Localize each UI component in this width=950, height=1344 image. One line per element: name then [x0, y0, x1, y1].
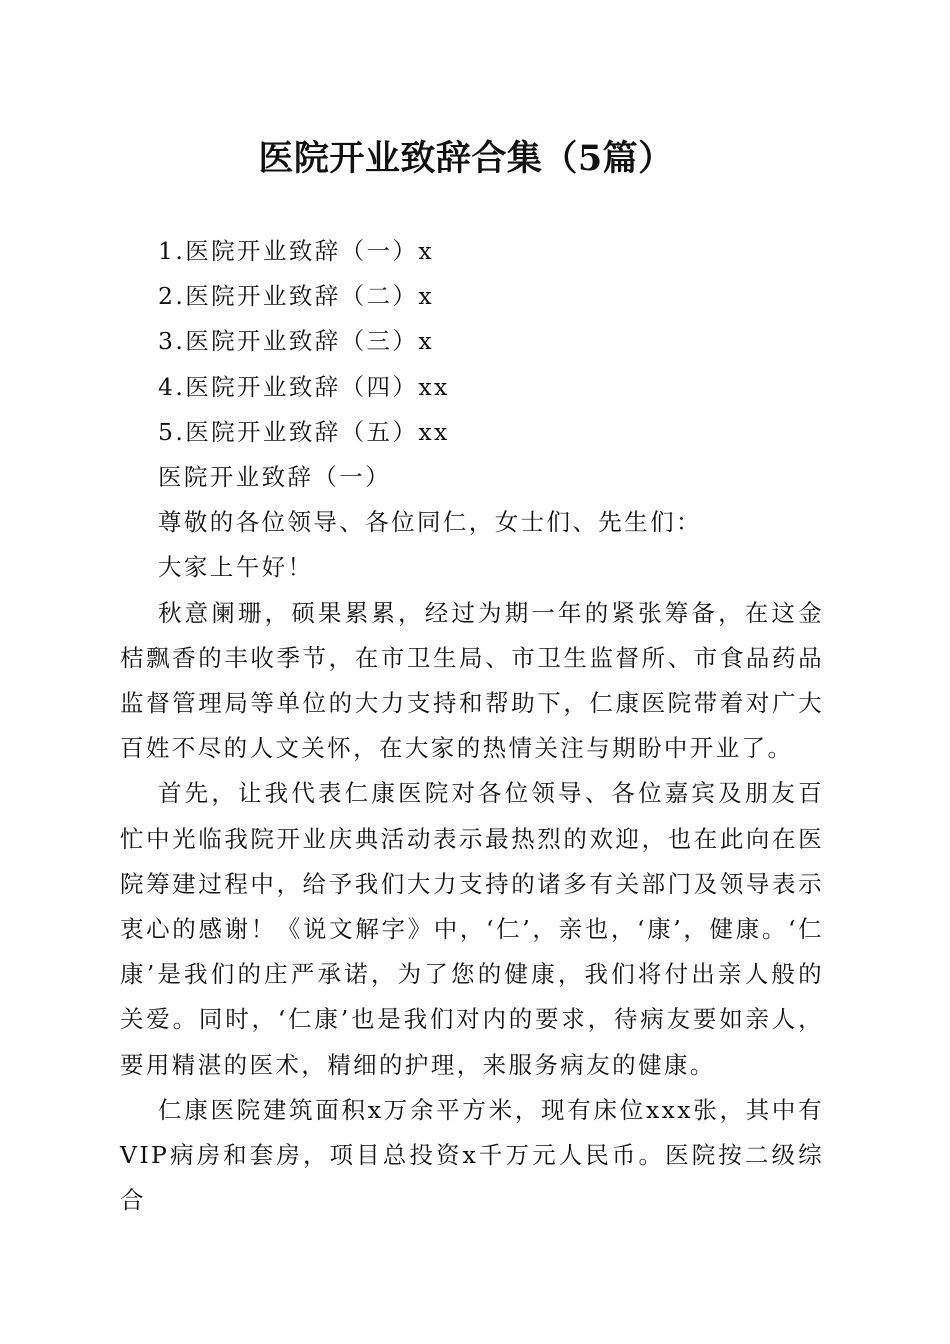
greeting: 大家上午好！ [158, 553, 314, 582]
toc-item-4: 4.医院开业致辞（四）xx [158, 372, 450, 401]
paragraph-1: 秋意阑珊，硕果累累，经过为期一年的紧张筹备，在这金桔飘香的丰收季节，在市卫生局、市卫生监督所、市食品药品监督管理局等单位的大力支持和帮助下，仁康医院带着对广大百姓不尽的人文关怀，在大家的热情关注与期盼中开业了。 [120, 598, 824, 763]
toc-item-1: 1.医院开业致辞（一）x [158, 237, 434, 265]
paragraph-2: 首先，让我代表仁康医院对各位领导、各位嘉宾及朋友百忙中光临我院开业庆典活动表示最热烈的欢迎，也在此向在医院筹建过程中，给予我们大力支持的诸多有关部门及领导表示衷心的感谢！《说文解字》中，‘仁’，亲也，‘康’，健康。‘仁康’是我们的庄严承诺，为了您的健康，我们将付出亲人般的关爱。同时，‘仁康’也是我们对内的要求，待病友要如亲人，要用精湛的医术，精细的护理，来服务病友的健康。 [120, 779, 824, 1079]
document-title: 医院开业致辞合集（5篇） [258, 138, 674, 179]
section-heading: 医院开业致辞（一） [158, 463, 392, 492]
salutation: 尊敬的各位领导、各位同仁，女士们、先生们： [158, 508, 702, 537]
toc-item-2: 2.医院开业致辞（二）x [158, 282, 434, 311]
toc-item-5: 5.医院开业致辞（五）xx [158, 417, 450, 446]
document-body [120, 229, 824, 1223]
toc-item-3: 3.医院开业致辞（三）x [158, 327, 434, 356]
paragraph-3: 仁康医院建筑面积x万余平方米，现有床位xxx张，其中有VIP病房和套房，项目总投资x千万元人民币。医院按二级综合 [120, 1095, 824, 1215]
